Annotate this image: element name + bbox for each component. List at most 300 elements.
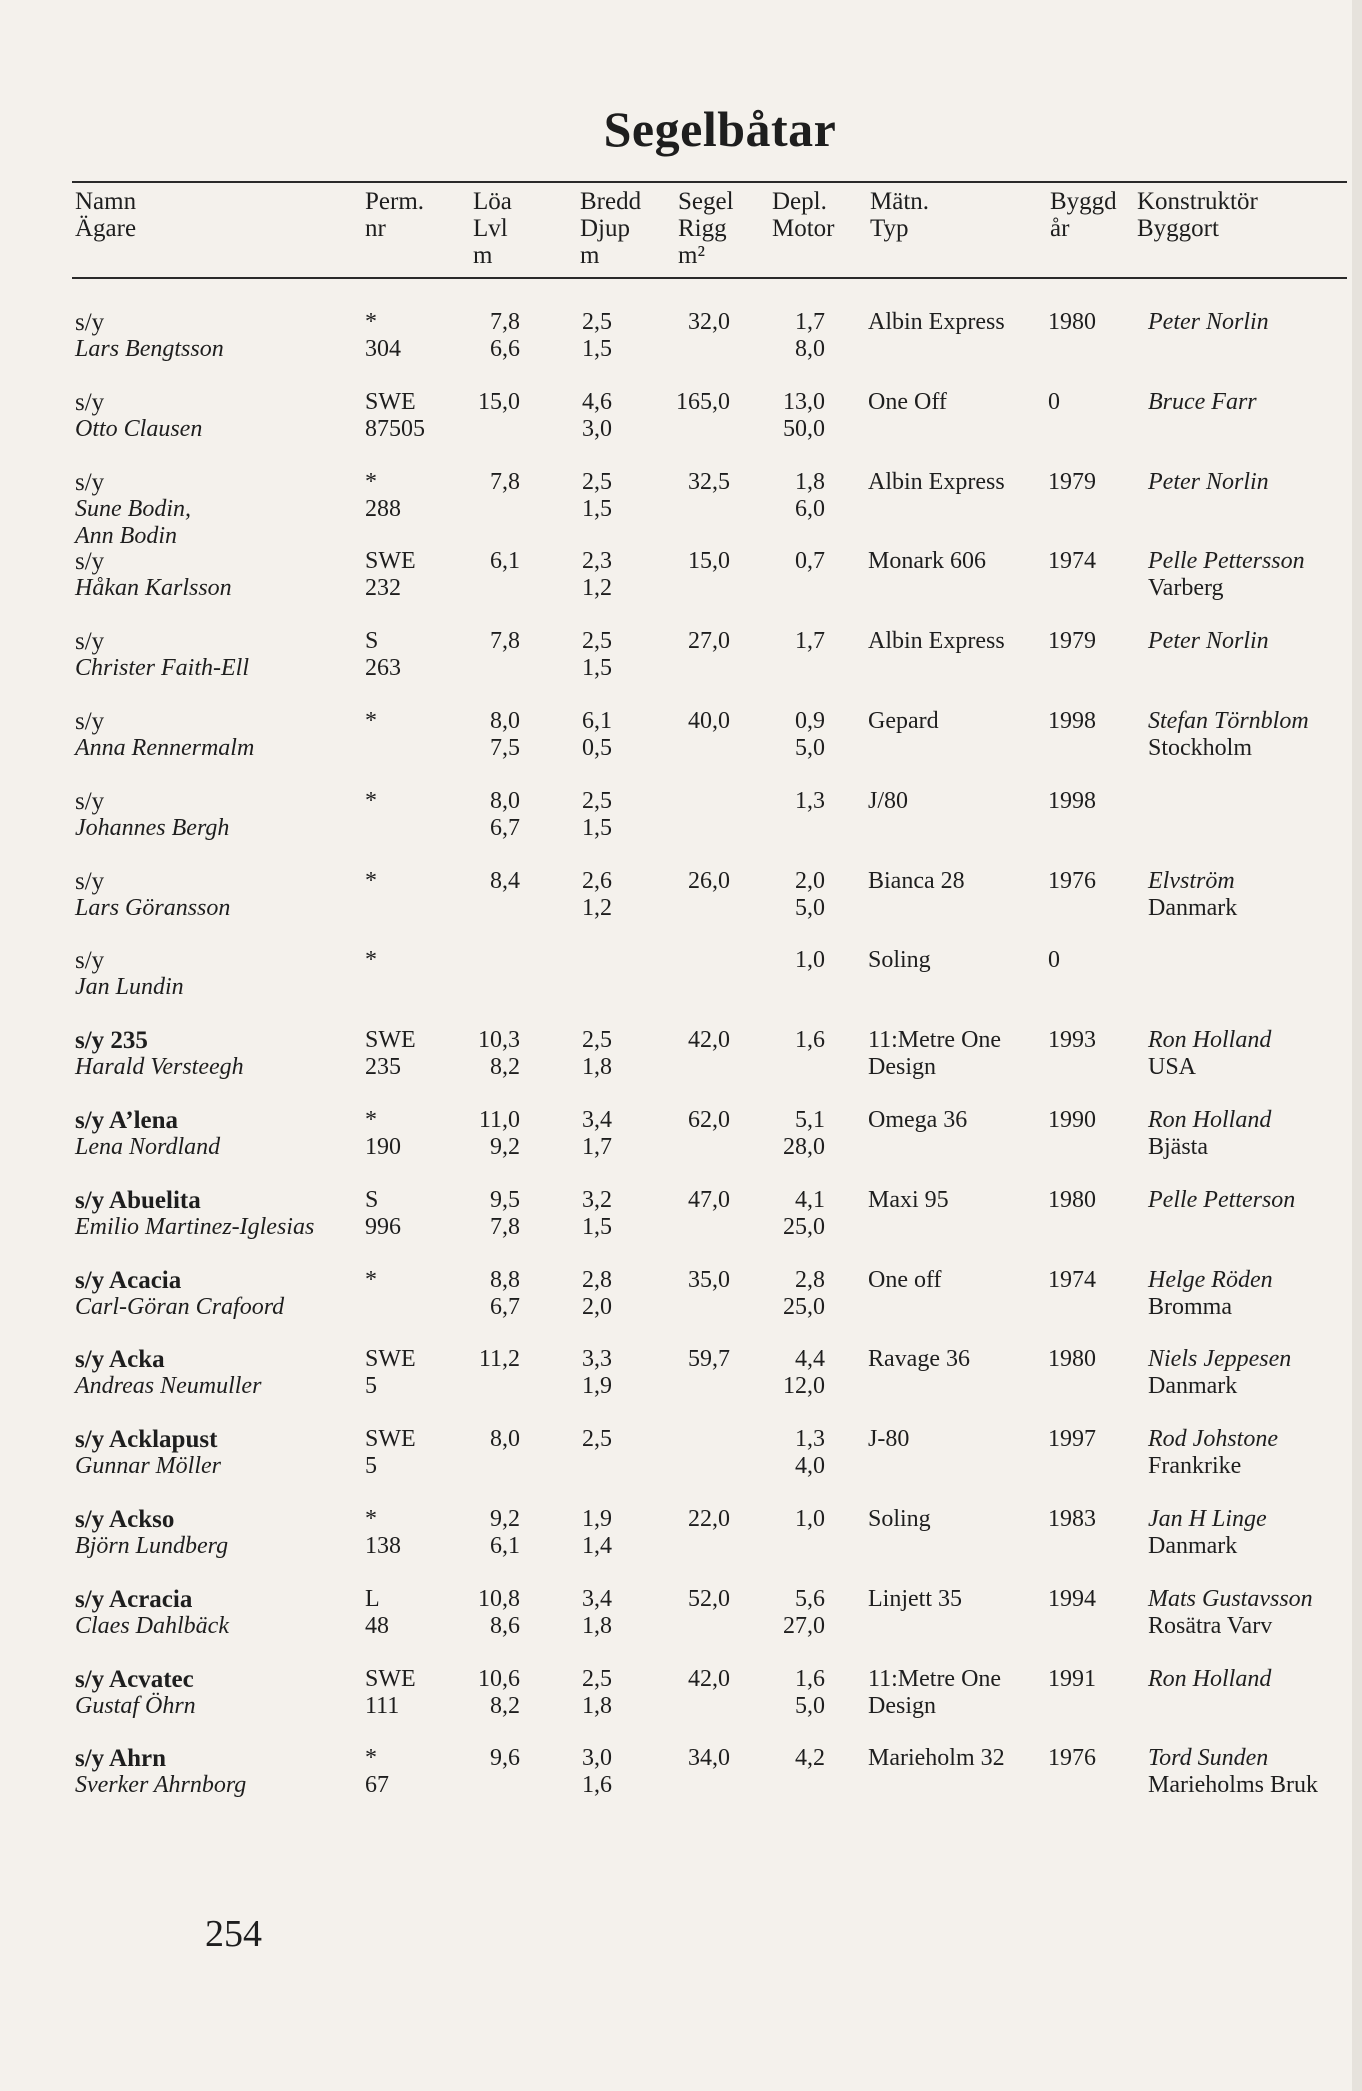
header-agare-line: Ägare xyxy=(75,215,137,242)
bredd-djup-line: 1,5 xyxy=(582,336,612,362)
boat-name-owner xyxy=(75,1586,360,1640)
byggd-ar-line: 1979 xyxy=(1048,468,1096,495)
header-nr-line: nr xyxy=(365,215,386,242)
segel-rigg-line: 59,7 xyxy=(688,1346,730,1373)
table-row xyxy=(0,1107,1362,1187)
boat-name-owner-line: s/y Acklapust xyxy=(75,1426,218,1454)
loa-lvl xyxy=(440,1745,520,1799)
matn-typ xyxy=(868,548,1043,575)
segel-rigg-line: 42,0 xyxy=(688,1027,730,1054)
header-segel-line: Segel xyxy=(678,188,734,215)
bredd-djup-line: 1,5 xyxy=(582,814,612,841)
loa-lvl xyxy=(440,469,520,523)
depl-motor-line: 4,2 xyxy=(795,1745,825,1772)
table-row xyxy=(0,1187,1362,1267)
matn-typ xyxy=(868,1027,1043,1081)
boat-name-owner-line: s/y Acacia xyxy=(75,1266,182,1294)
header-depl xyxy=(772,188,835,242)
table-row xyxy=(0,1666,1362,1746)
header-djup-line: Djup xyxy=(580,215,630,242)
bredd-djup-line: 2,5 xyxy=(582,468,612,495)
boat-name-owner-line: Anna Rennermalm xyxy=(75,735,255,761)
bredd-djup-line: 2,6 xyxy=(582,867,612,894)
matn-typ-line: Design xyxy=(868,1692,936,1719)
depl-motor xyxy=(745,548,825,602)
boat-name-owner-line: s/y xyxy=(75,388,105,416)
segel-rigg-line xyxy=(650,1533,730,1560)
loa-lvl xyxy=(440,1187,520,1241)
depl-motor-line: 27,0 xyxy=(783,1612,825,1639)
byggd-ar-line: 1976 xyxy=(1048,1745,1096,1772)
segel-rigg-line: 15,0 xyxy=(688,548,730,575)
perm-nr-line: 263 xyxy=(365,655,401,682)
boat-name-owner-line: s/y xyxy=(75,787,105,815)
byggd-ar-line: 1997 xyxy=(1048,1426,1096,1453)
konstruktor-byggort xyxy=(1148,1586,1358,1640)
segel-rigg-line: 32,5 xyxy=(688,468,730,495)
loa-lvl-line: 7,5 xyxy=(490,735,520,761)
loa-lvl-line: 9,2 xyxy=(490,1134,520,1160)
segel-rigg-line: 35,0 xyxy=(688,1266,730,1293)
header-byggort-line: Byggort xyxy=(1137,215,1219,242)
boat-name-owner-line: Håkan Karlsson xyxy=(75,575,232,602)
segel-rigg-line: 22,0 xyxy=(688,1506,730,1532)
perm-nr-line: 304 xyxy=(365,336,401,362)
bredd-djup-line: 6,1 xyxy=(582,708,612,734)
table-row xyxy=(0,469,1362,549)
header-lvl-line: Lvl xyxy=(473,215,508,242)
boat-name-owner-line: Lars Göransson xyxy=(75,894,231,921)
bredd-djup-line: 1,4 xyxy=(582,1533,612,1559)
bredd-djup xyxy=(530,1107,612,1161)
header-loa-line: Löa xyxy=(473,188,512,215)
segel-rigg-line xyxy=(650,1294,730,1321)
boat-name-owner xyxy=(75,1745,360,1799)
loa-lvl-line: 7,8 xyxy=(490,468,520,495)
depl-motor-line: 1,0 xyxy=(795,947,825,974)
perm-nr-line: 5 xyxy=(365,1453,377,1480)
loa-lvl-line xyxy=(440,575,520,602)
boat-name-owner xyxy=(75,1426,360,1480)
segel-rigg-line xyxy=(650,895,730,922)
segel-rigg xyxy=(650,389,730,443)
bredd-djup-line: 3,2 xyxy=(582,1186,612,1213)
bredd-djup xyxy=(530,1027,612,1081)
depl-motor-line: 2,0 xyxy=(795,867,825,894)
table-row xyxy=(0,1506,1362,1586)
byggd-ar xyxy=(1048,1027,1118,1054)
depl-motor-line: 5,0 xyxy=(795,1692,825,1719)
depl-motor xyxy=(745,1666,825,1720)
loa-lvl-line: 10,6 xyxy=(478,1665,520,1692)
perm-nr-line: 232 xyxy=(365,575,401,602)
segel-rigg-line xyxy=(650,496,730,523)
bredd-djup xyxy=(530,1586,612,1640)
header-byggd xyxy=(1050,188,1117,242)
boat-name-owner-line: s/y xyxy=(75,468,105,496)
boat-name-owner xyxy=(75,1506,360,1560)
boat-name-owner-line: Sverker Ahrnborg xyxy=(75,1772,247,1799)
loa-lvl-line xyxy=(440,974,520,1001)
matn-typ xyxy=(868,947,1043,974)
boat-name-owner-line: s/y xyxy=(75,867,105,895)
loa-lvl xyxy=(440,389,520,443)
bredd-djup-line xyxy=(530,974,612,1001)
segel-rigg-line xyxy=(650,1426,730,1453)
konstruktor-byggort-line: Marieholms Bruk xyxy=(1148,1772,1318,1799)
depl-motor-line: 50,0 xyxy=(783,415,825,442)
bredd-djup xyxy=(530,1506,612,1560)
depl-motor-line: 1,6 xyxy=(795,1027,825,1054)
loa-lvl-line: 11,2 xyxy=(478,1346,520,1373)
bredd-djup xyxy=(530,1745,612,1799)
konstruktor-byggort xyxy=(1148,1187,1358,1241)
segel-rigg-line: 52,0 xyxy=(688,1585,730,1612)
depl-motor xyxy=(745,389,825,443)
depl-motor-line: 5,0 xyxy=(795,735,825,761)
konstruktor-byggort-line: Peter Norlin xyxy=(1148,468,1269,495)
loa-lvl xyxy=(440,947,520,1001)
konstruktor-byggort xyxy=(1148,469,1358,523)
bredd-djup xyxy=(530,548,612,602)
bredd-djup-line: 1,5 xyxy=(582,655,612,682)
boat-name-owner xyxy=(75,788,360,842)
boat-name-owner-line: Andreas Neumuller xyxy=(75,1373,262,1400)
byggd-ar xyxy=(1048,1187,1118,1214)
perm-nr-line: 138 xyxy=(365,1533,401,1559)
segel-rigg-line xyxy=(650,1214,730,1241)
depl-motor-line: 4,0 xyxy=(795,1453,825,1480)
loa-lvl-line xyxy=(440,655,520,682)
perm-nr-line: * xyxy=(365,1745,377,1772)
table-row xyxy=(0,947,1362,1027)
loa-lvl xyxy=(440,309,520,363)
byggd-ar xyxy=(1048,947,1118,974)
bredd-djup xyxy=(530,1346,612,1400)
segel-rigg xyxy=(650,309,730,363)
matn-typ-line: Ravage 36 xyxy=(868,1346,970,1373)
matn-typ xyxy=(868,1346,1043,1373)
boat-name-owner-line: Carl-Göran Crafoord xyxy=(75,1293,285,1320)
matn-typ xyxy=(868,868,1043,895)
bredd-djup-line: 2,5 xyxy=(582,1426,612,1453)
segel-rigg xyxy=(650,1187,730,1241)
header-konstruktor-line: Konstruktör xyxy=(1137,188,1258,215)
bredd-djup-line: 2,8 xyxy=(582,1266,612,1293)
konstruktor-byggort-line xyxy=(1148,416,1358,443)
segel-rigg-line xyxy=(650,1613,730,1640)
konstruktor-byggort-line: Elvström xyxy=(1148,867,1235,894)
konstruktor-byggort xyxy=(1148,309,1358,363)
header-segel-unit: m² xyxy=(678,242,705,269)
bredd-djup-line: 3,3 xyxy=(582,1346,612,1373)
depl-motor xyxy=(745,788,825,842)
segel-rigg xyxy=(650,868,730,922)
boat-name-owner-line: s/y 235 xyxy=(75,1027,148,1055)
matn-typ-line: Albin Express xyxy=(868,309,1005,335)
konstruktor-byggort-line xyxy=(1148,1693,1358,1720)
depl-motor-line: 4,4 xyxy=(795,1346,825,1373)
boat-name-owner xyxy=(75,1666,360,1720)
perm-nr-line: 111 xyxy=(365,1692,400,1719)
konstruktor-byggort-line: Frankrike xyxy=(1148,1453,1242,1480)
table-row xyxy=(0,1426,1362,1506)
loa-lvl-line: 6,6 xyxy=(490,336,520,362)
matn-typ-line: Omega 36 xyxy=(868,1107,968,1133)
byggd-ar xyxy=(1048,868,1118,895)
byggd-ar xyxy=(1048,548,1118,575)
boat-name-owner-line: s/y Acracia xyxy=(75,1585,193,1613)
loa-lvl-line xyxy=(440,1772,520,1799)
konstruktor-byggort-line xyxy=(1148,974,1358,1001)
boat-name-owner-line: s/y Acvatec xyxy=(75,1665,194,1693)
bredd-djup-line: 1,2 xyxy=(582,575,612,602)
matn-typ xyxy=(868,309,1043,336)
bredd-djup xyxy=(530,469,612,523)
loa-lvl-line xyxy=(440,895,520,922)
boat-name-owner xyxy=(75,469,360,550)
matn-typ-line: Albin Express xyxy=(868,468,1005,495)
table-header xyxy=(0,188,1362,278)
boat-name-owner-line: s/y xyxy=(75,548,105,576)
depl-motor xyxy=(745,628,825,682)
konstruktor-byggort-line xyxy=(1148,496,1358,523)
konstruktor-byggort xyxy=(1148,1506,1358,1560)
bredd-djup xyxy=(530,389,612,443)
loa-lvl xyxy=(440,1586,520,1640)
bredd-djup xyxy=(530,868,612,922)
segel-rigg-line xyxy=(650,735,730,762)
matn-typ xyxy=(868,1506,1043,1533)
byggd-ar-line: 1976 xyxy=(1048,867,1096,894)
loa-lvl xyxy=(440,628,520,682)
depl-motor-line xyxy=(745,974,825,1001)
konstruktor-byggort xyxy=(1148,1027,1358,1081)
loa-lvl-line: 10,8 xyxy=(478,1585,520,1612)
loa-lvl xyxy=(440,868,520,922)
loa-lvl-line: 15,0 xyxy=(478,388,520,415)
matn-typ-line: Design xyxy=(868,1054,936,1081)
matn-typ-line: Marieholm 32 xyxy=(868,1745,1005,1772)
table-row xyxy=(0,548,1362,628)
konstruktor-byggort-line: Varberg xyxy=(1148,575,1224,602)
loa-lvl-line: 7,8 xyxy=(490,309,520,335)
bredd-djup-line: 1,7 xyxy=(582,1134,612,1160)
bredd-djup-line: 3,4 xyxy=(582,1107,612,1133)
segel-rigg xyxy=(650,1107,730,1161)
depl-motor xyxy=(745,1107,825,1161)
boat-name-owner-line: Lars Bengtsson xyxy=(75,336,224,362)
header-typ-line: Typ xyxy=(870,215,909,242)
header-matn-line: Mätn. xyxy=(870,188,930,215)
header-rigg-line: Rigg xyxy=(678,215,727,242)
boat-name-owner-line: Claes Dahlbäck xyxy=(75,1612,229,1639)
byggd-ar-line: 0 xyxy=(1048,947,1060,974)
segel-rigg-line xyxy=(650,336,730,363)
bredd-djup-line: 4,6 xyxy=(582,388,612,415)
byggd-ar xyxy=(1048,1426,1118,1453)
boat-name-owner-line: Christer Faith-Ell xyxy=(75,655,249,682)
depl-motor-line: 1,7 xyxy=(795,309,825,335)
konstruktor-byggort-line: Danmark xyxy=(1148,1373,1238,1400)
loa-lvl xyxy=(440,708,520,762)
bredd-djup xyxy=(530,1426,612,1480)
perm-nr-line: L xyxy=(365,1585,380,1612)
depl-motor-line: 1,3 xyxy=(795,787,825,814)
loa-lvl-line xyxy=(440,947,520,974)
bredd-djup-line: 2,5 xyxy=(582,1027,612,1054)
byggd-ar xyxy=(1048,1745,1118,1772)
perm-nr-line: 288 xyxy=(365,495,401,522)
bredd-djup-line: 2,5 xyxy=(582,628,612,655)
byggd-ar-line: 1991 xyxy=(1048,1665,1096,1692)
bredd-djup xyxy=(530,708,612,762)
segel-rigg-line xyxy=(650,416,730,443)
perm-nr-line: * xyxy=(365,1107,377,1133)
segel-rigg xyxy=(650,1346,730,1400)
bredd-djup-line: 2,3 xyxy=(582,548,612,575)
loa-lvl-line: 6,1 xyxy=(490,1533,520,1559)
depl-motor-line xyxy=(745,1772,825,1799)
depl-motor xyxy=(745,1586,825,1640)
konstruktor-byggort xyxy=(1148,947,1358,1001)
depl-motor-line: 8,0 xyxy=(795,336,825,362)
bredd-djup xyxy=(530,628,612,682)
konstruktor-byggort-line: Ron Holland xyxy=(1148,1027,1272,1054)
matn-typ-line: Soling xyxy=(868,947,931,974)
header-top-rule xyxy=(72,181,1347,183)
byggd-ar xyxy=(1048,1666,1118,1693)
boat-name-owner xyxy=(75,947,360,1001)
perm-nr-line: * xyxy=(365,708,377,734)
loa-lvl-line: 9,2 xyxy=(490,1506,520,1532)
byggd-ar xyxy=(1048,1107,1118,1134)
konstruktor-byggort-line xyxy=(1148,655,1358,682)
depl-motor-line: 1,6 xyxy=(795,1665,825,1692)
page-edge xyxy=(1352,0,1362,2091)
boat-name-owner xyxy=(75,1107,360,1161)
header-konstruktor xyxy=(1137,188,1258,242)
konstruktor-byggort xyxy=(1148,1346,1358,1400)
byggd-ar-line: 1980 xyxy=(1048,309,1096,335)
depl-motor xyxy=(745,469,825,523)
loa-lvl-line: 8,6 xyxy=(490,1612,520,1639)
depl-motor-line: 2,8 xyxy=(795,1266,825,1293)
boat-name-owner xyxy=(75,309,360,363)
depl-motor-line: 5,6 xyxy=(795,1585,825,1612)
bredd-djup-line: 1,5 xyxy=(582,495,612,522)
matn-typ xyxy=(868,1745,1043,1772)
konstruktor-byggort xyxy=(1148,548,1358,602)
segel-rigg-line xyxy=(650,1134,730,1161)
matn-typ xyxy=(868,469,1043,496)
segel-rigg-line: 34,0 xyxy=(688,1745,730,1772)
segel-rigg-line: 42,0 xyxy=(688,1665,730,1692)
depl-motor-line: 0,9 xyxy=(795,708,825,734)
segel-rigg xyxy=(650,1745,730,1799)
byggd-ar xyxy=(1048,309,1118,336)
boat-name-owner xyxy=(75,1187,360,1241)
table-row xyxy=(0,1586,1362,1666)
table-row xyxy=(0,1027,1362,1107)
konstruktor-byggort-line: Danmark xyxy=(1148,1533,1238,1559)
table-row xyxy=(0,309,1362,389)
bredd-djup-line: 2,5 xyxy=(582,1665,612,1692)
depl-motor xyxy=(745,309,825,363)
segel-rigg-line xyxy=(650,815,730,842)
segel-rigg xyxy=(650,708,730,762)
depl-motor xyxy=(745,1187,825,1241)
perm-nr-line: * xyxy=(365,468,377,495)
bredd-djup-line: 2,5 xyxy=(582,309,612,335)
konstruktor-byggort-line: Pelle Pettersson xyxy=(1148,548,1305,575)
table-row xyxy=(0,868,1362,948)
table-row xyxy=(0,1346,1362,1426)
segel-rigg-line xyxy=(650,788,730,815)
depl-motor-line: 5,1 xyxy=(795,1107,825,1133)
boat-name-owner-line: Otto Clausen xyxy=(75,415,203,442)
segel-rigg-line: 47,0 xyxy=(688,1186,730,1213)
byggd-ar xyxy=(1048,1267,1118,1294)
konstruktor-byggort-line: Bjästa xyxy=(1148,1134,1208,1160)
perm-nr-line: SWE xyxy=(365,388,416,415)
boat-name-owner xyxy=(75,708,360,762)
depl-motor-line: 5,0 xyxy=(795,894,825,921)
depl-motor-line: 13,0 xyxy=(783,388,825,415)
perm-nr-line: 48 xyxy=(365,1612,389,1639)
matn-typ xyxy=(868,389,1043,416)
konstruktor-byggort-line: Peter Norlin xyxy=(1148,309,1269,335)
loa-lvl xyxy=(440,548,520,602)
loa-lvl-line: 8,2 xyxy=(490,1692,520,1719)
bredd-djup xyxy=(530,1187,612,1241)
byggd-ar xyxy=(1048,389,1118,416)
boat-name-owner-line: s/y xyxy=(75,309,105,336)
depl-motor-line xyxy=(745,815,825,842)
boat-name-owner xyxy=(75,1267,360,1321)
page-title: Segelbåtar xyxy=(603,101,837,157)
konstruktor-byggort-line: USA xyxy=(1148,1054,1197,1081)
segel-rigg-line xyxy=(650,1693,730,1720)
segel-rigg-line: 32,0 xyxy=(688,309,730,335)
perm-nr-line: * xyxy=(365,1266,377,1293)
header-loa xyxy=(473,188,512,269)
konstruktor-byggort-line xyxy=(1148,947,1358,974)
bredd-djup-line: 3,4 xyxy=(582,1585,612,1612)
depl-motor-line: 1,8 xyxy=(795,468,825,495)
konstruktor-byggort-line: Stefan Törnblom xyxy=(1148,708,1309,734)
segel-rigg xyxy=(650,1426,730,1480)
byggd-ar xyxy=(1048,708,1118,735)
loa-lvl xyxy=(440,1666,520,1720)
table-row xyxy=(0,1267,1362,1347)
byggd-ar-line: 1998 xyxy=(1048,708,1096,734)
boat-name-owner-line: s/y xyxy=(75,708,105,735)
matn-typ xyxy=(868,1187,1043,1214)
bredd-djup-line: 1,8 xyxy=(582,1054,612,1081)
boat-name-owner-line: s/y A’lena xyxy=(75,1107,179,1134)
perm-nr-line: S xyxy=(365,628,379,655)
konstruktor-byggort-line: Helge Röden xyxy=(1148,1266,1273,1293)
header-depl-line: Depl. xyxy=(772,188,827,215)
segel-rigg-line: 62,0 xyxy=(688,1107,730,1133)
table-row xyxy=(0,628,1362,708)
matn-typ xyxy=(868,1107,1043,1134)
konstruktor-byggort-line: Jan H Linge xyxy=(1148,1506,1267,1532)
segel-rigg xyxy=(650,1267,730,1321)
loa-lvl-line: 7,8 xyxy=(490,628,520,655)
header-bottom-rule xyxy=(72,277,1347,279)
